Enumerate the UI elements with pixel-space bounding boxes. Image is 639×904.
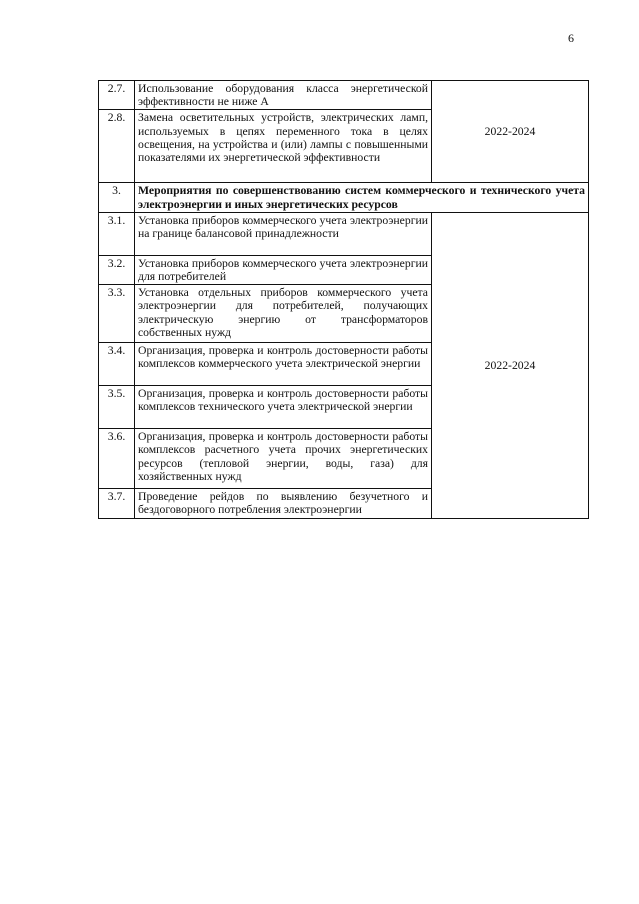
page-number: 6: [568, 31, 574, 45]
measure-name: Замена осветительных устройств, электрических ламп, используемых в цепях переменного тока в целях освещения, на устройства и (или) лампы с повышенными показателями их энергетической эффективности: [135, 110, 432, 183]
row-number: 3.6.: [99, 429, 135, 489]
row-number: 2.8.: [99, 110, 135, 183]
row-number: 3.2.: [99, 255, 135, 284]
measure-name: Организация, проверка и контроль достоверности работы комплексов расчетного учета прочих энергетических ресурсов (тепловой энергии, воды, газа) для хозяйственных нужд: [135, 429, 432, 489]
section-title: Мероприятия по совершенствованию систем коммерческого и технического учета электроэнергии и иных энергетических ресурсов: [135, 183, 589, 212]
measure-name: Установка приборов коммерческого учета электроэнергии для потребителей: [135, 255, 432, 284]
row-number: 3.3.: [99, 285, 135, 343]
period-cell-section-2: 2022-2024: [432, 81, 589, 183]
period-cell-section-3: 2022-2024: [432, 212, 589, 518]
row-number: 2.7.: [99, 81, 135, 110]
row-number: 3.7.: [99, 489, 135, 518]
row-number: 3.1.: [99, 212, 135, 255]
row-number: 3.5.: [99, 386, 135, 429]
table-row: [99, 212, 589, 255]
section-header-row: [99, 183, 589, 212]
measures-table: [98, 80, 589, 519]
section-number: 3.: [99, 183, 135, 212]
measure-name: Установка отдельных приборов коммерческого учета электроэнергии для потребителей, получающих электрическую энергию от трансформаторов собственных нужд: [135, 285, 432, 343]
measure-name: Проведение рейдов по выявлению безучетного и бездоговорного потребления электроэнергии: [135, 489, 432, 518]
measure-name: Организация, проверка и контроль достоверности работы комплексов коммерческого учета электрической энергии: [135, 343, 432, 386]
table-row: [99, 81, 589, 110]
measure-name: Установка приборов коммерческого учета электроэнергии на границе балансовой принадлежности: [135, 212, 432, 255]
row-number: 3.4.: [99, 343, 135, 386]
measure-name: Организация, проверка и контроль достоверности работы комплексов технического учета электрической энергии: [135, 386, 432, 429]
measure-name: Использование оборудования класса энергетической эффективности не ниже А: [135, 81, 432, 110]
